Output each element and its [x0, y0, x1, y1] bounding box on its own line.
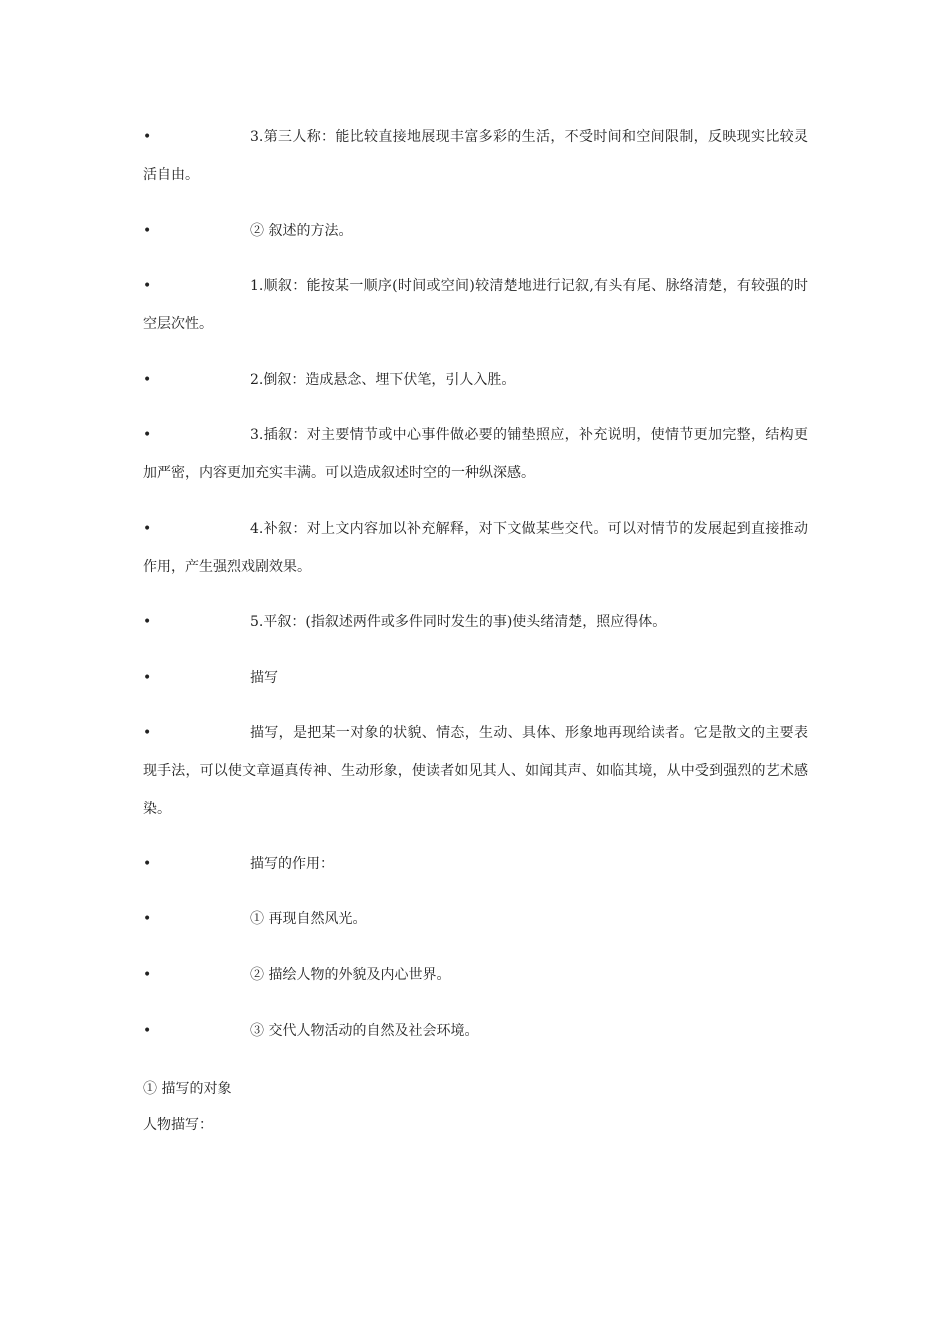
list-item-text: ② 叙述的方法。 [250, 223, 353, 239]
list-item-text: ③ 交代人物活动的自然及社会环境。 [250, 1023, 479, 1039]
list-item [143, 118, 808, 194]
list-item-text: 描写的作用： [250, 856, 334, 872]
list-item-text: ① 再现自然风光。 [250, 911, 367, 927]
list-item-text: 3.插叙：对主要情节或中心事件做必要的铺垫照应，补充说明，使情节更加完整，结构更加严密，内容更加充实丰满。可以造成叙述时空的一种纵深感。 [143, 427, 808, 481]
bullet: • [143, 427, 152, 443]
bullet: • [143, 614, 152, 630]
list-item [143, 603, 808, 641]
bullet: • [143, 278, 152, 294]
list-item [143, 714, 808, 828]
bullet: • [143, 670, 152, 686]
list-item-text: ② 描绘人物的外貌及内心世界。 [250, 967, 451, 983]
list-item [143, 1012, 808, 1050]
bullet: • [143, 223, 152, 239]
list-item-text: 3.第三人称：能比较直接地展现丰富多彩的生活，不受时间和空间限制，反映现实比较灵活自由。 [143, 129, 808, 183]
bullet: • [143, 1023, 152, 1039]
bullet: • [143, 521, 152, 537]
bullet: • [143, 129, 152, 145]
list-item-text: 5.平叙：(指叙述两件或多件同时发生的事)使头绪清楚，照应得体。 [250, 614, 667, 630]
bullet: • [143, 911, 152, 927]
list-item [143, 510, 808, 586]
list-item [143, 212, 808, 250]
bullet: • [143, 967, 152, 983]
paragraph: 人物描写： [143, 1117, 213, 1133]
list-item-text: 描写，是把某一对象的状貌、情态，生动、具体、形象地再现给读者。它是散文的主要表现手法，可以使文章逼真传神、生动形象，使读者如见其人、如闻其声、如临其境，从中受到强烈的艺术感染。 [143, 725, 808, 817]
paragraph: ① 描写的对象 [143, 1081, 232, 1097]
bullet: • [143, 725, 152, 741]
bullet: • [143, 372, 152, 388]
list-item [143, 267, 808, 343]
list-item-text: 1.顺叙：能按某一顺序(时间或空间)较清楚地进行记叙,有头有尾、脉络清楚，有较强的时空层次性。 [143, 278, 808, 332]
list-item-text: 描写 [250, 670, 278, 686]
list-item [143, 956, 808, 994]
list-item-text: 4.补叙：对上文内容加以补充解释，对下文做某些交代。可以对情节的发展起到直接推动作用，产生强烈戏剧效果。 [143, 521, 808, 575]
bullet: • [143, 856, 152, 872]
list-item [143, 361, 808, 399]
list-item [143, 416, 808, 492]
list-item [143, 900, 808, 938]
list-item [143, 659, 808, 697]
list-item-text: 2.倒叙：造成悬念、埋下伏笔，引人入胜。 [250, 372, 516, 388]
list-item [143, 845, 808, 883]
